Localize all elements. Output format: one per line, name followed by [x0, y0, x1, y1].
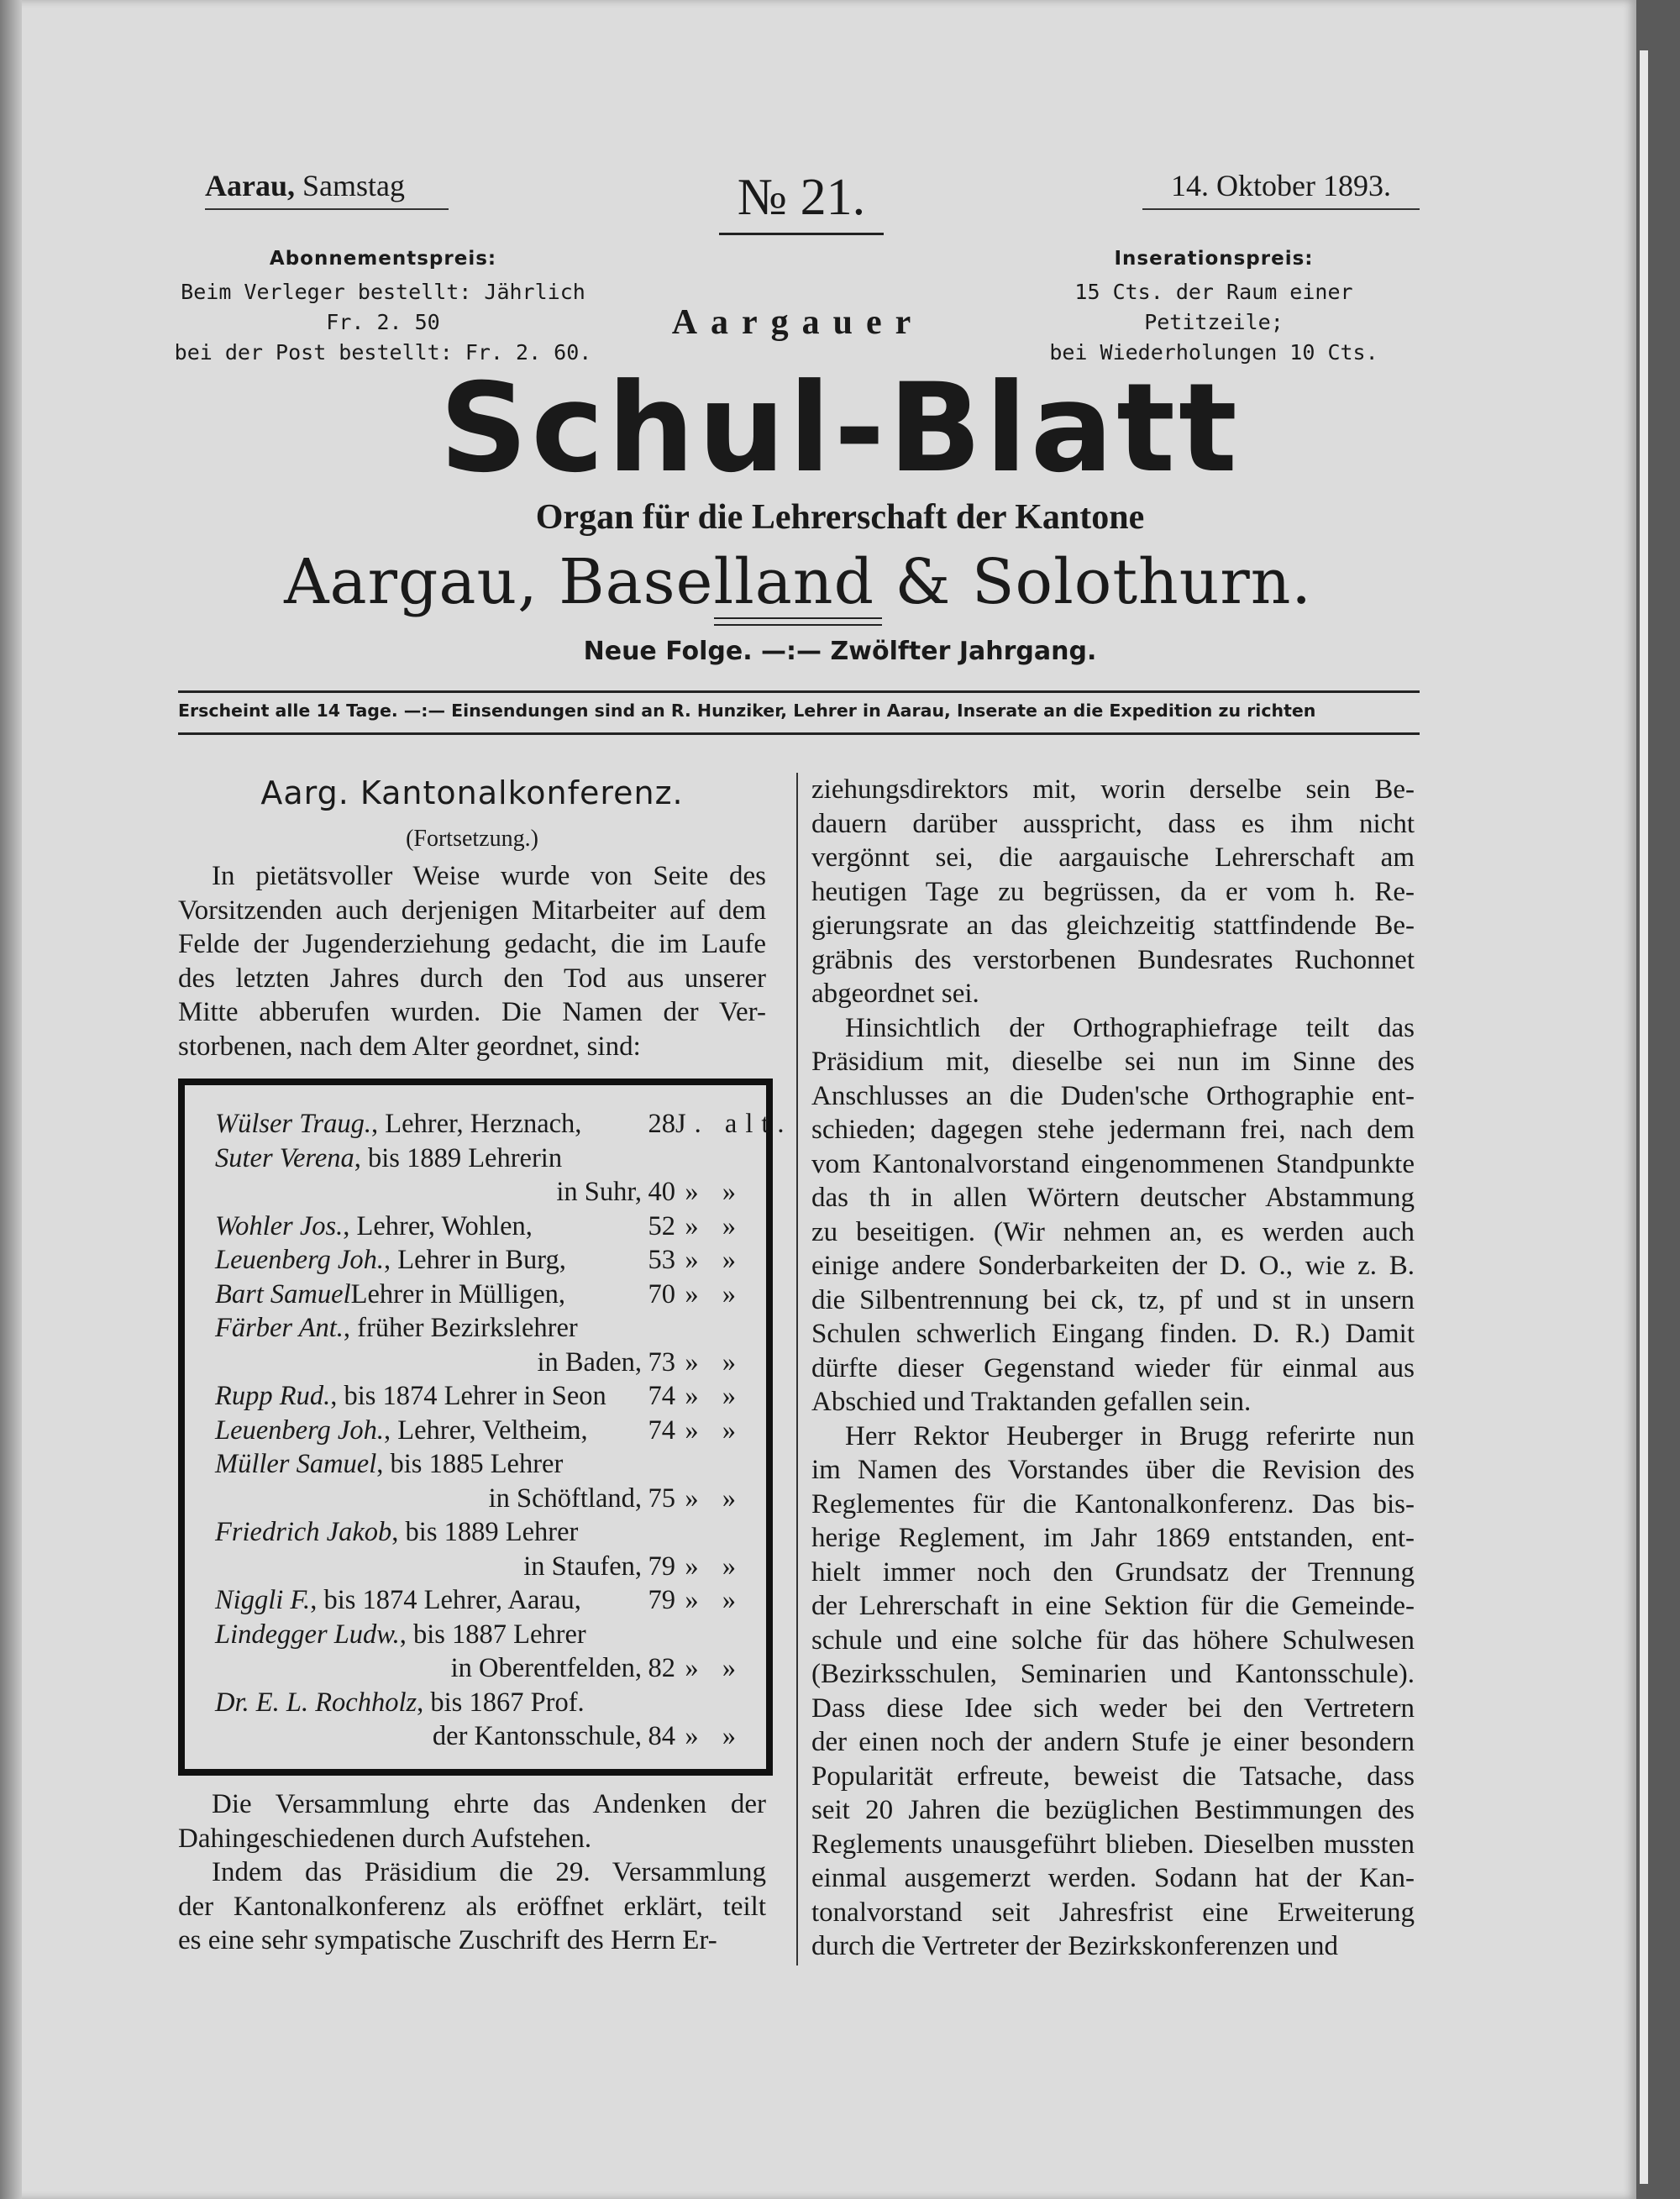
obituary-row — [215, 1311, 744, 1346]
deceased-detail: , bis 1874 Lehrer in Seon — [330, 1381, 606, 1411]
ditto-marks: » » — [685, 1381, 744, 1411]
masthead-pretitle: Aargauer — [671, 303, 925, 342]
text-line: Reglementes für die Kantonalkonferenz. Das bis- — [811, 1488, 1415, 1519]
deceased-age: 79 — [648, 1551, 675, 1582]
double-rule — [714, 617, 882, 626]
deceased-age: 74 — [648, 1414, 675, 1446]
deceased-detail: in Suhr, — [556, 1177, 642, 1207]
text-line: Die Versammlung ehrte das Andenken der — [212, 1789, 766, 1819]
text-line: gierungsrate an das gleichzeitig stattfindende Be- — [811, 911, 1415, 941]
text-line: des letzten Jahres durch den Tod aus unserer — [178, 963, 766, 994]
obituary-row — [215, 1278, 744, 1312]
ad-price-line: 15 Cts. der Raum einer Petitzeile; — [1074, 280, 1353, 334]
subscription-line: bei der Post bestellt: Fr. 2. 60. — [174, 340, 592, 365]
text-line: Herr Rektor Heuberger in Brugg referirte nun — [845, 1420, 1415, 1451]
ad-price-title: Inserationspreis: — [1114, 248, 1314, 270]
obituary-row — [215, 1107, 793, 1141]
deceased-name: Färber Ant. — [215, 1313, 344, 1343]
deceased-age: 79 — [648, 1585, 675, 1615]
ditto-marks: » » — [685, 1245, 744, 1275]
text-line: Präsidium mit, dieselbe sei nun im Sinne des — [811, 1047, 1415, 1077]
text-line: tonalvorstand seit Jahresfrist eine Erweiterung — [811, 1897, 1415, 1928]
deceased-detail: in Staufen, — [523, 1551, 642, 1582]
deceased-detail: , bis 1887 Lehrer — [399, 1619, 586, 1650]
text-line: (Bezirksschulen, Seminarien und Kantonsschule). — [811, 1659, 1415, 1689]
text-line: Dahingeschiedenen durch Aufstehen. — [178, 1823, 592, 1854]
series-line: Neue Folge. —:— Zwölfter Jahrgang. — [583, 637, 1097, 666]
obituary-row — [215, 1618, 744, 1652]
article-heading: Aarg. Kantonalkonferenz. — [260, 774, 684, 811]
left-column-bottom — [178, 1787, 766, 1958]
text-line: einige andere Sonderbarkeiten der D. O., wie z. B. — [811, 1251, 1415, 1281]
deceased-name: Wülser Traug. — [215, 1109, 372, 1139]
text-line: Reglements unausgeführt blieben. Dieselben mussten — [811, 1829, 1415, 1860]
text-line: Indem das Präsidium die 29. Versammlung — [212, 1857, 766, 1887]
text-line: Hinsichtlich der Orthographiefrage teilt das — [845, 1012, 1415, 1043]
article-subheading: (Fortsetzung.) — [406, 825, 538, 852]
header-day: Samstag — [302, 169, 405, 202]
text-line: dürfte dieser Gegenstand wieder für einmal aus — [811, 1352, 1415, 1383]
deceased-detail: , Lehrer, Veltheim, — [383, 1414, 588, 1446]
intro-paragraph — [178, 859, 766, 1063]
obituary-row — [215, 1210, 744, 1244]
deceased-name: Friedrich Jakob — [215, 1517, 392, 1547]
text-line: Vorsitzenden auch derjenigen Mitarbeiter auf dem — [178, 895, 766, 926]
ditto-marks: » » — [685, 1653, 744, 1683]
deceased-detail: der Kantonsschule, — [432, 1721, 642, 1751]
rule — [178, 690, 1420, 693]
text-line: im Namen des Vorstandes über die Revision des — [811, 1455, 1415, 1485]
deceased-age: 52 — [648, 1210, 675, 1241]
masthead-cantons: Aargau, Baselland & Solothurn. — [284, 546, 1312, 618]
text-line: herige Reglement, im Jahr 1869 entstanden, ent- — [811, 1523, 1415, 1553]
deceased-age: 84 — [648, 1721, 675, 1751]
ditto-marks: » » — [685, 1585, 744, 1615]
obituary-row — [215, 1379, 744, 1414]
deceased-age: 73 — [648, 1346, 675, 1378]
text-line: zu beseitigen. (Wir nehmen an, es werden auch — [811, 1216, 1415, 1247]
ditto-marks: » » — [685, 1483, 744, 1514]
issue-date: 14. Oktober 1893. — [1142, 168, 1420, 210]
binding-gutter — [0, 0, 22, 2199]
subscription-price-box — [165, 244, 601, 368]
right-column — [811, 773, 1415, 1964]
obituary-row — [215, 1550, 744, 1584]
deceased-name: Leuenberg Joh. — [215, 1414, 384, 1446]
deceased-detail: , Lehrer in Burg, — [383, 1245, 566, 1275]
deceased-detail: , Lehrer, Wohlen, — [343, 1210, 533, 1241]
text-line: In pietätsvoller Weise wurde von Seite des — [212, 861, 766, 891]
text-line: es eine sehr sympatische Zuschrift des Herrn Er- — [178, 1925, 717, 1955]
ad-price-box — [1016, 244, 1411, 368]
text-line: abgeordnet sei. — [811, 979, 979, 1009]
paragraph — [811, 773, 1415, 1011]
obituary-row — [215, 1719, 744, 1754]
page-edge — [1640, 50, 1648, 2184]
text-line: vergönnt sei, die aargauische Lehrerschaft am — [811, 842, 1415, 873]
text-line: heutigen Tage zu begrüssen, da er vom h. Re- — [811, 876, 1415, 907]
deceased-age: 75 — [648, 1483, 675, 1514]
text-line: gräbnis des verstorbenen Bundesrates Ruchonnet — [811, 944, 1415, 975]
deceased-detail: , bis 1867 Prof. — [417, 1687, 585, 1718]
header-place-day — [205, 168, 449, 210]
text-line: Schulen schwerlich Eingang finden. D. R.) Damit — [811, 1319, 1415, 1349]
text-line: Anschlusses an die Duden'sche Orthographie ent- — [811, 1080, 1415, 1111]
ditto-marks: » » — [685, 1177, 744, 1207]
ditto-marks: J. alt. — [675, 1109, 793, 1139]
text-line: storbenen, nach dem Alter geordnet, sind: — [178, 1031, 641, 1062]
obituary-row — [215, 1482, 744, 1516]
text-line: das th in allen Wörtern deutscher Abstammung — [811, 1183, 1415, 1213]
rule — [178, 732, 1420, 735]
subscription-title: Abonnementspreis: — [269, 248, 497, 270]
deceased-name: Rupp Rud. — [215, 1381, 331, 1411]
deceased-detail: , bis 1874 Lehrer, Aarau, — [310, 1585, 581, 1615]
obituary-row — [215, 1175, 744, 1210]
deceased-age: 28 — [648, 1109, 675, 1139]
text-line: die Silbentrennung bei ck, tz, pf und st in unsern — [811, 1284, 1415, 1315]
ditto-marks: » » — [685, 1551, 744, 1582]
obituary-row — [215, 1346, 744, 1380]
text-line: vom Kantonalvorstand eingenommenen Standpunkte — [811, 1148, 1415, 1179]
text-line: Popularität erfreute, beweist die Tatsache, dass — [811, 1761, 1415, 1792]
ditto-marks: » » — [685, 1346, 744, 1378]
obituary-row — [215, 1414, 744, 1448]
masthead-subtitle: Organ für die Lehrerschaft der Kantone — [535, 498, 1145, 537]
obituary-list — [215, 1107, 793, 1754]
deceased-detail: in Oberentfelden, — [450, 1653, 642, 1683]
deceased-name: Wohler Jos. — [215, 1210, 344, 1241]
deceased-name: Dr. E. L. Rochholz — [215, 1687, 417, 1718]
text-line: seit 20 Jahren die bezüglichen Bestimmungen des — [811, 1795, 1415, 1825]
text-line: durch die Vertreter der Bezirkskonferenzen und — [811, 1931, 1339, 1961]
deceased-age: 82 — [648, 1653, 675, 1683]
text-line: der einen noch der andern Stufe je einer besondern — [811, 1727, 1415, 1757]
deceased-detail: in Baden, — [537, 1346, 642, 1378]
text-line: schule und eine solche für das höhere Schulwesen — [811, 1624, 1415, 1656]
obituary-row — [215, 1447, 744, 1482]
text-line: Felde der Jugenderziehung gedacht, die im Laufe — [178, 929, 766, 959]
subscription-line: Beim Verleger bestellt: Jährlich Fr. 2. 50 — [181, 280, 585, 334]
deceased-name: Niggli F. — [215, 1585, 311, 1615]
header-place: Aarau, — [205, 169, 295, 202]
ditto-marks: » » — [685, 1210, 744, 1241]
obituary-row — [215, 1686, 744, 1720]
text-line: schieden; dagegen stehe jedermann frei, nach dem — [811, 1115, 1415, 1145]
deceased-detail: Lehrer in Mülligen, — [350, 1278, 566, 1309]
deceased-detail: , bis 1889 Lehrer — [391, 1517, 579, 1547]
text-line: Abschied und Traktanden gefallen sein. — [811, 1387, 1252, 1417]
publication-notice: Erscheint alle 14 Tage. —:— Einsendungen sind an R. Hunziker, Lehrer in Aarau, Inserate an die Expedition zu richten — [178, 701, 1316, 721]
deceased-age: 70 — [648, 1278, 675, 1309]
deceased-name: Leuenberg Joh. — [215, 1245, 384, 1275]
issue-number: № 21. — [719, 168, 884, 235]
deceased-age: 53 — [648, 1245, 675, 1275]
deceased-detail: in Schöftland, — [488, 1483, 642, 1514]
deceased-name: Müller Samuel — [215, 1449, 377, 1479]
deceased-detail: , bis 1889 Lehrerin — [354, 1142, 563, 1173]
deceased-detail: , Lehrer, Herznach, — [371, 1109, 582, 1139]
text-line: der Kantonalkonferenz als eröffnet erklärt, teilt — [178, 1891, 766, 1922]
masthead-title: Schul-Blatt — [439, 357, 1241, 500]
text-line: dauern darüber ausspricht, dass es ihm nicht — [811, 808, 1415, 839]
deceased-age: 40 — [648, 1177, 675, 1207]
deceased-name: Suter Verena — [215, 1142, 354, 1173]
ditto-marks: » » — [685, 1278, 744, 1309]
paragraph — [811, 1011, 1415, 1420]
ditto-marks: » » — [685, 1414, 744, 1446]
deceased-detail: , früher Bezirkslehrer — [343, 1313, 578, 1343]
column-separator — [796, 773, 798, 1965]
text-line: ziehungsdirektors mit, worin derselbe sein Be- — [811, 774, 1415, 805]
obituary-row — [215, 1515, 744, 1550]
text-line: einmal ausgemerzt werden. Sodann hat der Kan- — [811, 1863, 1415, 1893]
deceased-name: Bart Samuel — [215, 1278, 351, 1309]
obituary-row — [215, 1583, 744, 1618]
text-line: Dass diese Idee sich weder bei den Vertretern — [811, 1693, 1415, 1724]
ditto-marks: » » — [685, 1721, 744, 1751]
deceased-name: Lindegger Ludw. — [215, 1619, 400, 1650]
text-line: Mitte abberufen wurden. Die Namen der Ver- — [178, 997, 766, 1027]
deceased-detail: , bis 1885 Lehrer — [376, 1449, 564, 1479]
text-line: hielt immer noch den Grundsatz der Trennung — [811, 1556, 1415, 1588]
obituary-row — [215, 1651, 744, 1686]
left-column — [178, 773, 766, 1063]
ad-price-line: bei Wiederholungen 10 Cts. — [1049, 340, 1378, 365]
obituary-row — [215, 1141, 744, 1176]
obituary-row — [215, 1243, 744, 1278]
deceased-age: 74 — [648, 1381, 675, 1411]
text-line: der Lehrerschaft in eine Sektion für die Gemeinde- — [811, 1591, 1415, 1621]
paragraph — [811, 1420, 1415, 1964]
